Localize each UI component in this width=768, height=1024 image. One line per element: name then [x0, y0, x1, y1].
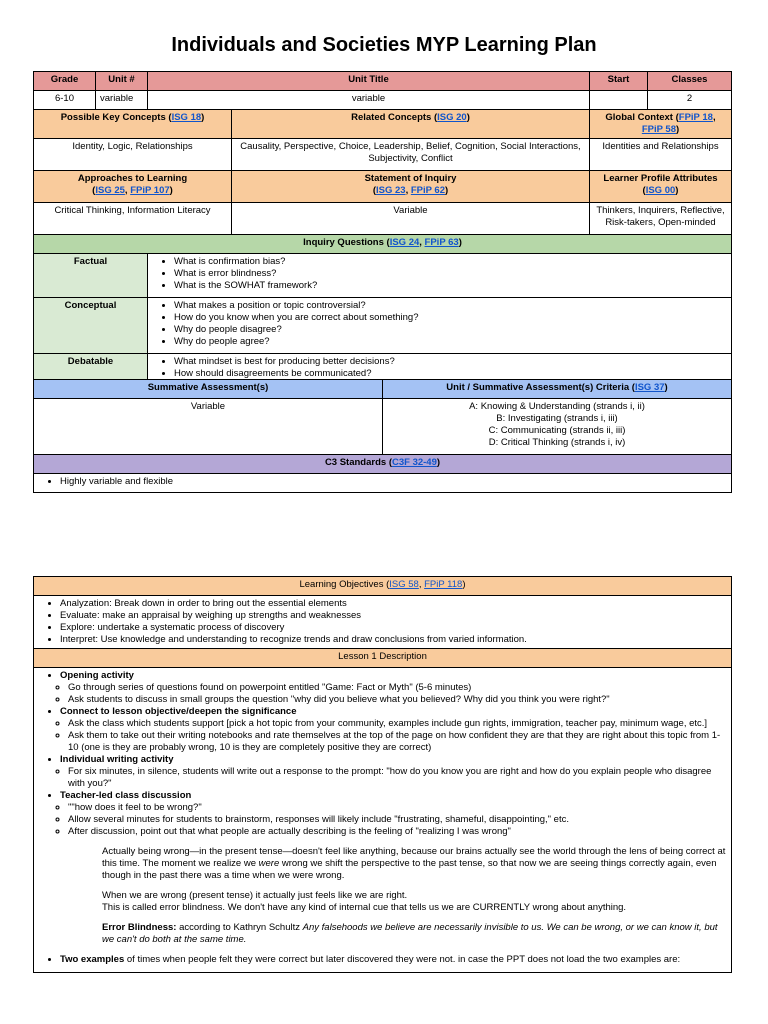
factual-label: Factual [34, 254, 148, 298]
list-item: • Evaluate: make an appraisal by weighing up strengths and weaknesses [60, 610, 727, 622]
conceptual-row [34, 298, 732, 354]
lesson-section-title: • Opening activity [60, 670, 727, 682]
assessment-table [33, 379, 732, 493]
c3-standards-header: C3 Standards (C3F 32-49) [34, 455, 732, 474]
list-item: ◦ ""how does it feel to be wrong?" [68, 802, 727, 814]
inquiry-header-row [34, 235, 732, 254]
lesson-section-title: • Connect to lesson objective/deepen the significance [60, 706, 727, 718]
summative-assessment-value: Variable [34, 399, 383, 455]
related-concepts-header: Related Concepts (ISG 20) [232, 110, 590, 139]
list-item: • Why do people agree? [174, 336, 727, 348]
key-concepts-header: Possible Key Concepts (ISG 18) [34, 110, 232, 139]
criterion: D: Critical Thinking (strands i, iv) [488, 437, 626, 448]
isg-18-link[interactable]: ISG 18 [171, 112, 202, 123]
list-item: ◦ For six minutes, in silence, students will write out a response to the prompt: "how do you know you are right and how do you explain people who disagree with you?" [68, 766, 727, 790]
unit-plan-table [33, 71, 732, 386]
lesson-section-title: • Teacher-led class discussion [60, 790, 727, 802]
c3-row [34, 474, 732, 493]
atl-header: Approaches to Learning (ISG 25, FPiP 107) [34, 171, 232, 203]
learning-objectives-list [34, 596, 732, 649]
assessment-header-row [34, 380, 732, 399]
fpip-118-link[interactable]: FPiP 118 [424, 579, 463, 590]
unit-info-row [34, 91, 732, 110]
grade-header: Grade [34, 72, 96, 91]
lesson-header-row [34, 649, 732, 668]
learner-profile-value: Thinkers, Inquirers, Reflective, Risk-takers, Open-minded [590, 203, 732, 235]
start-value [590, 91, 648, 110]
criterion: B: Investigating (strands i, iii) [496, 413, 618, 424]
start-header: Start [590, 72, 648, 91]
criteria-header: Unit / Summative Assessment(s) Criteria (ISG 37) [383, 380, 732, 399]
list-item: • Two examples of times when people felt they were correct but later discovered they were not. in case the PPT does not load the two examples are: [60, 954, 727, 966]
unit-number-value: variable [96, 91, 148, 110]
fpip-107-link[interactable]: FPiP 107 [130, 185, 170, 196]
list-item: ◦ Ask them to take out their writing notebooks and rate themselves at the top of the page on how confident they are that they are right about this topic from 1-10 (one is they are probably wrong, 10 is they are completely positive they are correct) [68, 730, 727, 754]
isg-25-link[interactable]: ISG 25 [95, 185, 125, 196]
inquiry-questions-header: Inquiry Questions (ISG 24, FPiP 63) [34, 235, 732, 254]
learning-objectives-header: Learning Objectives (ISG 58, FPiP 118) [34, 577, 732, 596]
concepts-row [34, 139, 732, 171]
atl-value: Critical Thinking, Information Literacy [34, 203, 232, 235]
isg-00-link[interactable]: ISG 00 [645, 185, 676, 196]
paragraph: Error Blindness: according to Kathryn Schultz Any falsehoods we believe are necessarily invisible to us. We can be wrong, or we can know it, but we can't do both at the same time. [102, 922, 718, 945]
criteria-list [383, 399, 732, 455]
list-item: • Explore: undertake a systematic process of discovery [60, 622, 727, 634]
list-item: ◦ Ask students to discuss in small groups the question "why did you believe what you believed? Why did you think you were right?" [68, 694, 727, 706]
objectives-row [34, 596, 732, 649]
lesson-1-description [34, 668, 732, 973]
fpip-62-link[interactable]: FPiP 62 [410, 185, 445, 196]
unit-title-value: variable [148, 91, 590, 110]
c3-header-row [34, 455, 732, 474]
list-item: • Analyzation: Break down in order to bring out the essential elements [60, 598, 727, 610]
isg-37-link[interactable]: ISG 37 [634, 382, 665, 393]
soi-header: Statement of Inquiry (ISG 23, FPiP 62) [232, 171, 590, 203]
list-item: • Highly variable and flexible [60, 476, 727, 488]
lesson-body-row [34, 668, 732, 973]
c3-standards-value [34, 474, 732, 493]
conceptual-questions [148, 298, 732, 354]
fpip-18-link[interactable]: FPiP 18 [678, 112, 713, 123]
classes-value: 2 [648, 91, 732, 110]
debatable-label: Debatable [34, 354, 148, 386]
list-item: • What is confirmation bias? [174, 256, 727, 268]
classes-header: Classes [648, 72, 732, 91]
assessment-row [34, 399, 732, 455]
key-concepts-value: Identity, Logic, Relationships [34, 139, 232, 171]
isg-24-link[interactable]: ISG 24 [389, 237, 420, 248]
factual-questions [148, 254, 732, 298]
objectives-header-row [34, 577, 732, 596]
soi-value: Variable [232, 203, 590, 235]
factual-row [34, 254, 732, 298]
conceptual-label: Conceptual [34, 298, 148, 354]
list-item: • What is the SOWHAT framework? [174, 280, 727, 292]
fpip-58-link[interactable]: FPiP 58 [641, 124, 676, 135]
atl-row [34, 203, 732, 235]
grade-value: 6-10 [34, 91, 96, 110]
header-row [34, 72, 732, 91]
global-context-value: Identities and Relationships [590, 139, 732, 171]
list-item: • How should disagreements be communicated? [174, 368, 727, 380]
criterion: C: Communicating (strands ii, iii) [488, 425, 626, 436]
list-item: ◦ Allow several minutes for students to brainstorm, responses will likely include "frustrating, shameful, disappointing," etc. [68, 814, 727, 826]
unit-title-header: Unit Title [148, 72, 590, 91]
isg-23-link[interactable]: ISG 23 [375, 185, 406, 196]
criterion: A: Knowing & Understanding (strands i, ii) [469, 401, 645, 412]
summative-assessment-header: Summative Assessment(s) [34, 380, 383, 399]
list-item: ◦ After discussion, point out that what people are actually describing is the feeling of "realizing I was wrong" [68, 826, 727, 838]
list-item: ◦ Ask the class which students support [pick a hot topic from your community, examples include gun rights, immigration, teacher pay, minimum wage, etc.] [68, 718, 727, 730]
page-title: Individuals and Societies MYP Learning Plan [171, 34, 597, 56]
list-item: • Interpret: Use knowledge and understanding to recognize trends and draw conclusions from varied information. [60, 634, 727, 646]
list-item: • What mindset is best for producing better decisions? [174, 356, 727, 368]
concepts-header-row [34, 110, 732, 139]
fpip-63-link[interactable]: FPiP 63 [424, 237, 459, 248]
list-item: • What is error blindness? [174, 268, 727, 280]
global-context-header: Global Context (FPiP 18, FPiP 58) [590, 110, 732, 139]
isg-20-link[interactable]: ISG 20 [437, 112, 467, 123]
atl-header-row [34, 171, 732, 203]
lesson-section-title: • Individual writing activity [60, 754, 727, 766]
paragraph: Actually being wrong—in the present tense—doesn't feel like anything, because our brains actually see the world through the lens of being correct at this time. The moment we realize we were wrong we shift the perspective to the past tense, so that now we are seeing things correctly again, even though in the past there was a time when we were wrong. [102, 846, 726, 881]
lesson-table [33, 576, 732, 973]
list-item: • How do you know when you are correct about something? [174, 312, 727, 324]
paragraph: When we are wrong (present tense) it actually just feels like we are right. This is called error blindness. We don't have any kind of internal cue that tells us we are CURRENTLY wrong about anything. [102, 890, 627, 913]
related-concepts-value: Causality, Perspective, Choice, Leadership, Belief, Cognition, Social Interactions, Subjectivity, Conflict [232, 139, 590, 171]
c3f-link[interactable]: C3F 32-49 [391, 457, 437, 468]
list-item: • Why do people disagree? [174, 324, 727, 336]
list-item: • What makes a position or topic controversial? [174, 300, 727, 312]
isg-58-link[interactable]: ISG 58 [389, 579, 419, 590]
lesson-1-header: Lesson 1 Description [34, 649, 732, 668]
list-item: ◦ Go through series of questions found on powerpoint entitled "Game: Fact or Myth" (5-6 minutes) [68, 682, 727, 694]
unit-number-header: Unit # [96, 72, 148, 91]
learner-profile-header: Learner Profile Attributes (ISG 00) [590, 171, 732, 203]
